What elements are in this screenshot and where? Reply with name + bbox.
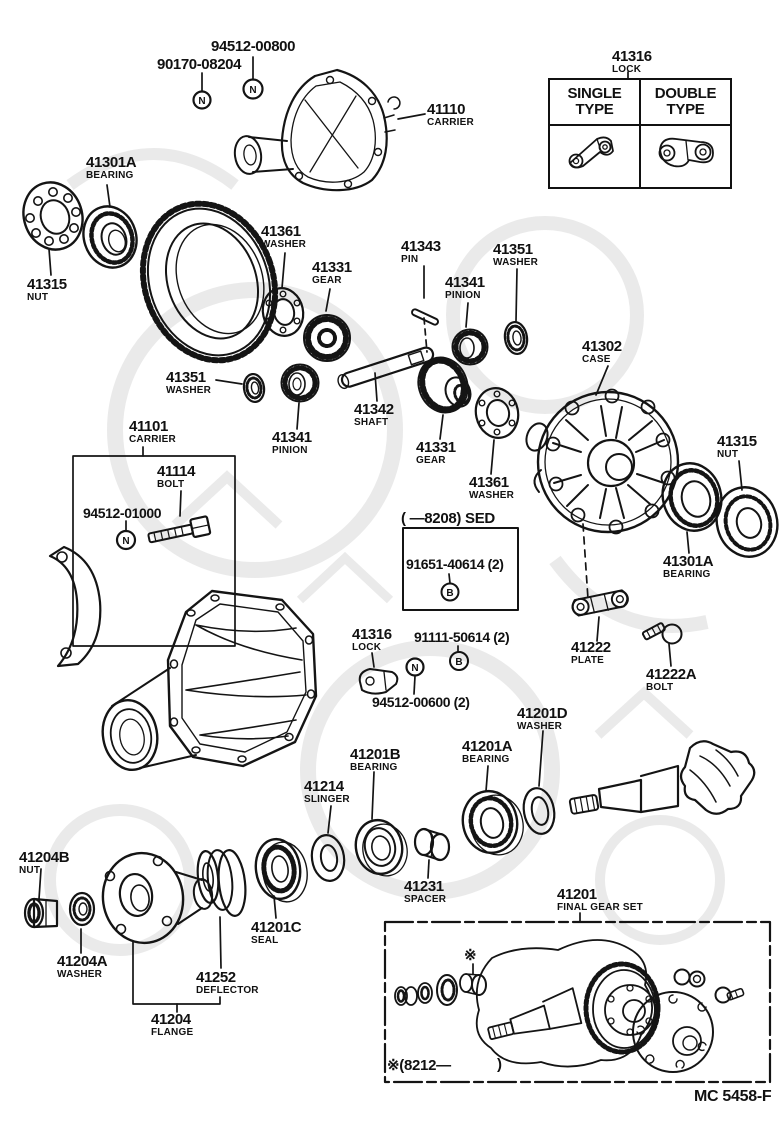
drive-pinion-shaft-drawing [569, 741, 754, 814]
label-94512-01000 [83, 506, 161, 520]
leader-lines [39, 57, 742, 1012]
label-41331-first [312, 260, 352, 286]
part-number: 94512-00600 (2) [372, 694, 470, 710]
label-41114 [157, 464, 195, 490]
label-41204B [19, 850, 69, 876]
label-41204A [57, 954, 107, 980]
deflector-41252-drawing [195, 849, 248, 917]
part-number: 41222 [571, 639, 611, 656]
part-number: 41331 [312, 259, 352, 276]
spacer-41231-drawing [415, 829, 449, 860]
double-type-line2: TYPE [666, 101, 705, 118]
part-number: 91111-50614 (2) [414, 629, 510, 645]
bearing-41301A-left-drawing [76, 199, 145, 274]
label-41301A-left [86, 155, 136, 181]
washer-41204A-drawing [70, 893, 94, 925]
part-number: 91651-40614 (2) [406, 556, 504, 572]
part-number: 41201A [462, 738, 513, 755]
part-number: 41301A [86, 154, 137, 171]
part-name: WASHER [517, 721, 563, 732]
nut-41315-left-drawing [15, 175, 91, 258]
part-number: 41231 [404, 878, 444, 895]
part-name: BOLT [157, 479, 185, 490]
circled-n-letter: N [198, 96, 206, 107]
pinion-41341-left-drawing [282, 365, 319, 402]
part-number: 41316 [352, 626, 392, 643]
part-name: PINION [272, 445, 308, 456]
part-name: WASHER [469, 490, 515, 501]
part-name: BEARING [462, 754, 510, 765]
label-90170-08204 [157, 57, 241, 72]
part-name: PLATE [571, 655, 605, 666]
part-name: NUT [717, 449, 739, 460]
part-name: GEAR [312, 275, 342, 286]
part-name: CARRIER [427, 117, 474, 128]
part-name: DEFLECTOR [196, 985, 259, 996]
single-type-cell [550, 126, 641, 187]
part-name: SPACER [404, 894, 447, 905]
part-name: LOCK [352, 642, 382, 653]
washer-41351-right-drawing [503, 321, 529, 356]
part-name: FLANGE [151, 1027, 194, 1038]
label-41316-legend [612, 49, 652, 75]
label-94512-00600 [372, 695, 470, 709]
label-41201 [557, 887, 643, 913]
part-number: 41361 [469, 474, 509, 491]
part-number: 41252 [196, 969, 236, 986]
part-number: 41222A [646, 666, 697, 683]
label-41361-second [469, 475, 514, 501]
part-number: 90170-08204 [157, 56, 242, 73]
part-number: 94512-00800 [211, 38, 296, 55]
label-41214 [304, 779, 350, 805]
part-name: NUT [27, 292, 49, 303]
label-41204 [151, 1012, 193, 1038]
label-91111-50614 [414, 630, 509, 644]
part-number: 41201 [557, 886, 597, 903]
bearing-cap-drawing [50, 547, 100, 666]
label-41231 [404, 879, 446, 905]
carrier-41101-drawing [97, 591, 316, 774]
part-number: 41114 [157, 463, 196, 480]
part-number: 41351 [493, 241, 533, 258]
part-number: 41315 [717, 433, 757, 450]
circled-n-letter: N [122, 536, 130, 547]
label-41201A [462, 739, 512, 765]
label-41222 [571, 640, 611, 666]
flange-41204-drawing [97, 848, 214, 948]
label-41351-left [166, 370, 211, 396]
label-41331-second [416, 440, 456, 466]
part-number: 41331 [416, 439, 456, 456]
part-number: 41204B [19, 849, 70, 866]
part-name: PINION [445, 290, 481, 301]
part-number: 41302 [582, 338, 622, 355]
part-number: 41301A [663, 553, 714, 570]
part-name: CASE [582, 354, 611, 365]
circled-n-letter: N [249, 85, 257, 96]
part-name: SHAFT [354, 417, 389, 428]
part-name: WASHER [166, 385, 212, 396]
part-name: BEARING [663, 569, 711, 580]
part-number: 41351 [166, 369, 206, 386]
part-number: 94512-01000 [83, 505, 162, 521]
part-name: CARRIER [129, 434, 176, 445]
label-41342 [354, 402, 394, 428]
lock-type-table [548, 78, 732, 189]
part-name: BOLT [646, 682, 674, 693]
part-name: NUT [19, 865, 41, 876]
part-number: 41342 [354, 401, 394, 418]
part-number: 41341 [445, 274, 485, 291]
label-41201D [517, 706, 567, 732]
part-name: GEAR [416, 455, 446, 466]
part-name: FINAL GEAR SET [557, 902, 643, 913]
label-41301A-right [663, 554, 713, 580]
label-41315-left [27, 277, 67, 303]
seal-41201C-drawing [252, 836, 311, 905]
part-name: LOCK [612, 64, 642, 75]
part-name: BEARING [86, 170, 134, 181]
part-number: 41110 [427, 101, 466, 118]
gear-41331-first-drawing [304, 315, 350, 361]
star-mark: ※ [464, 947, 477, 964]
part-number: 41101 [129, 418, 168, 435]
part-number: 41204A [57, 953, 108, 970]
label-41222A [646, 667, 696, 693]
gearset-range-note-open: ※(8212— [387, 1057, 451, 1074]
label-41201B [350, 747, 400, 773]
part-name: PIN [401, 254, 419, 265]
part-name: WASHER [261, 239, 307, 250]
part-number: 41343 [401, 238, 441, 255]
part-number: 41214 [304, 778, 344, 795]
part-number: 41316 [612, 48, 652, 65]
circled-n-letter: N [411, 663, 419, 674]
gearset-range-note-close: ) [497, 1056, 502, 1073]
circled-b-letter: B [446, 588, 454, 599]
sed-note: ( —8208) SED [401, 510, 495, 527]
single-type-line1: SINGLE [567, 84, 622, 102]
label-41361-first [261, 224, 306, 250]
doc-code: MC 5458-F [694, 1088, 772, 1105]
double-type-line1: DOUBLE [654, 84, 717, 102]
part-name: SEAL [251, 935, 279, 946]
label-41101 [129, 419, 176, 445]
label-41351-right [493, 242, 538, 268]
part-name: BEARING [350, 762, 398, 773]
single-type-header [550, 80, 641, 124]
label-41110 [427, 102, 474, 128]
part-number: 41201B [350, 746, 401, 763]
part-name: SLINGER [304, 794, 350, 805]
part-name: WASHER [57, 969, 103, 980]
label-41341-right [445, 275, 485, 301]
part-number: 41361 [261, 223, 301, 240]
label-41341-left [272, 430, 312, 456]
label-41302 [582, 339, 622, 365]
part-number: 41341 [272, 429, 312, 446]
part-number: 41315 [27, 276, 67, 293]
label-91651-40614 [406, 557, 504, 571]
part-number: 41201C [251, 919, 302, 936]
carrier-41110-drawing [232, 70, 399, 190]
double-type-header [641, 80, 730, 124]
part-number: 41201D [517, 705, 568, 722]
washer-41351-left-drawing [242, 373, 266, 404]
label-41252 [196, 970, 259, 996]
label-94512-00800 [211, 39, 295, 54]
label-41201C [251, 920, 301, 946]
double-type-cell [641, 126, 730, 187]
label-41316-lower [352, 627, 392, 653]
pinion-41341-right-drawing [453, 330, 488, 365]
part-name: WASHER [493, 257, 539, 268]
label-41315-right [717, 434, 757, 460]
single-type-line2: TYPE [575, 101, 614, 118]
circled-b-letter: B [455, 657, 463, 668]
label-41343 [401, 239, 441, 265]
part-number: 41204 [151, 1011, 191, 1028]
